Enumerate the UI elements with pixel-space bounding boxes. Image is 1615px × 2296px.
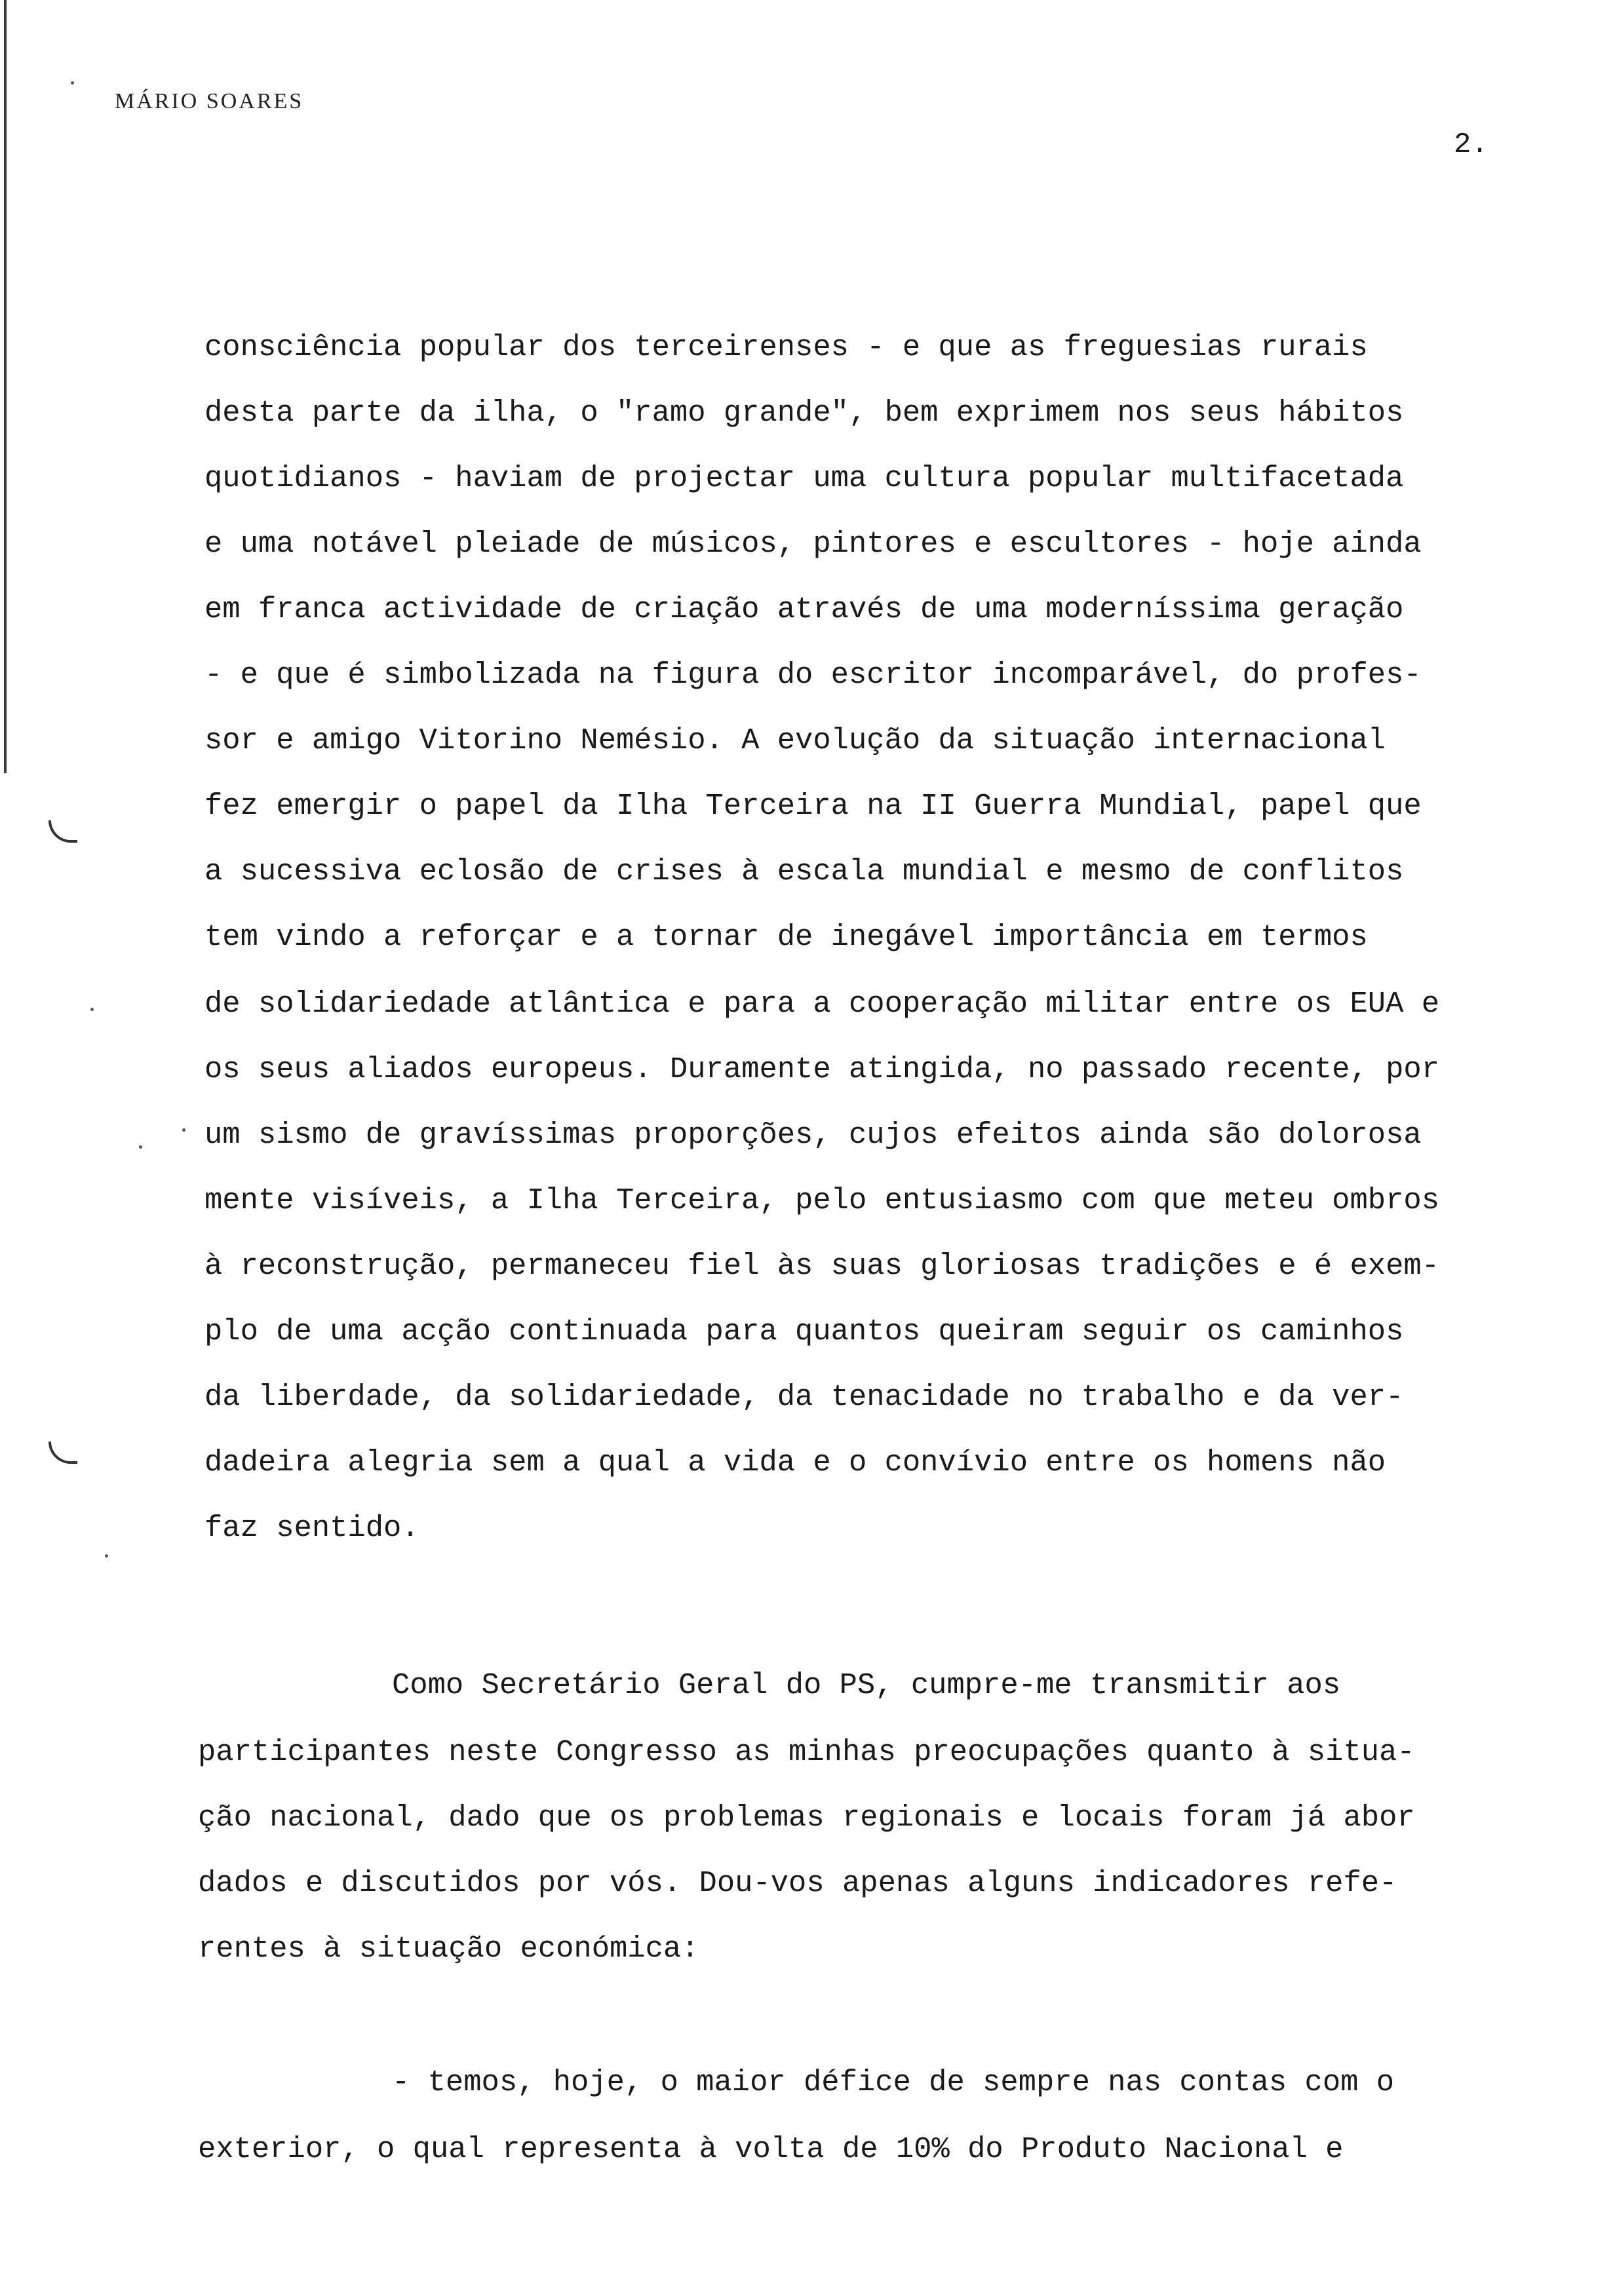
text-line: fez emergir o papel da Ilha Terceira na II Guerra Mundial, papel que (204, 789, 1422, 823)
text-line: - temos, hoje, o maior défice de sempre nas contas com o (392, 2065, 1395, 2099)
text-line: um sismo de gravíssimas proporções, cujos efeitos ainda são dolorosa (204, 1118, 1422, 1152)
text-line: dadeira alegria sem a qual a vida e o convívio entre os homens não (204, 1445, 1386, 1480)
text-line: a sucessiva eclosão de crises à escala mundial e mesmo de conflitos (204, 854, 1404, 889)
text-line: da liberdade, da solidariedade, da tenacidade no trabalho e da ver- (204, 1380, 1404, 1414)
text-line: ção nacional, dado que os problemas regionais e locais foram já abor (198, 1801, 1415, 1835)
scan-speck (71, 81, 74, 85)
margin-rule (4, 0, 7, 773)
text-line: dados e discutidos por vós. Dou-vos apenas alguns indicadores refe- (198, 1866, 1397, 1900)
scan-speck (182, 1128, 185, 1132)
margin-mark (49, 820, 77, 843)
text-line: desta parte da ilha, o "ramo grande", bem exprimem nos seus hábitos (204, 396, 1404, 430)
text-line: em franca actividade de criação através de uma moderníssima geração (204, 592, 1404, 626)
text-line: faz sentido. (204, 1511, 419, 1545)
text-line: exterior, o qual representa à volta de 10% do Produto Nacional e (198, 2132, 1344, 2166)
text-line: mente visíveis, a Ilha Terceira, pelo entusiasmo com que meteu ombros (204, 1183, 1440, 1217)
text-line: participantes neste Congresso as minhas preocupações quanto à situa- (198, 1735, 1415, 1769)
scan-speck (105, 1554, 108, 1558)
text-line: e uma notável pleiade de músicos, pintores e escultores - hoje ainda (204, 527, 1422, 561)
text-line: plo de uma acção continuada para quantos queiram seguir os caminhos (204, 1314, 1404, 1349)
text-line: Como Secretário Geral do PS, cumpre-me transmitir aos (392, 1668, 1341, 1702)
page-number: 2. (1454, 128, 1489, 161)
margin-mark (49, 1442, 77, 1464)
text-line: rentes à situação económica: (198, 1932, 699, 1966)
text-line: os seus aliados europeus. Duramente atingida, no passado recente, por (204, 1052, 1440, 1086)
text-line: - e que é simbolizada na figura do escritor incomparável, do profes- (204, 658, 1422, 692)
text-line: de solidariedade atlântica e para a cooperação militar entre os EUA e (204, 987, 1440, 1021)
text-line: tem vindo a reforçar e a tornar de inegável importância em termos (204, 920, 1368, 954)
text-line: à reconstrução, permaneceu fiel às suas gloriosas tradições e é exem- (204, 1249, 1440, 1283)
author-header: MÁRIO SOARES (115, 89, 304, 113)
scan-speck (139, 1145, 142, 1149)
scan-speck (90, 1008, 94, 1011)
text-line: consciência popular dos terceirenses - e que as freguesias rurais (204, 330, 1368, 364)
text-line: sor e amigo Vitorino Nemésio. A evolução da situação internacional (204, 723, 1386, 757)
text-line: quotidianos - haviam de projectar uma cultura popular multifacetada (204, 461, 1404, 495)
